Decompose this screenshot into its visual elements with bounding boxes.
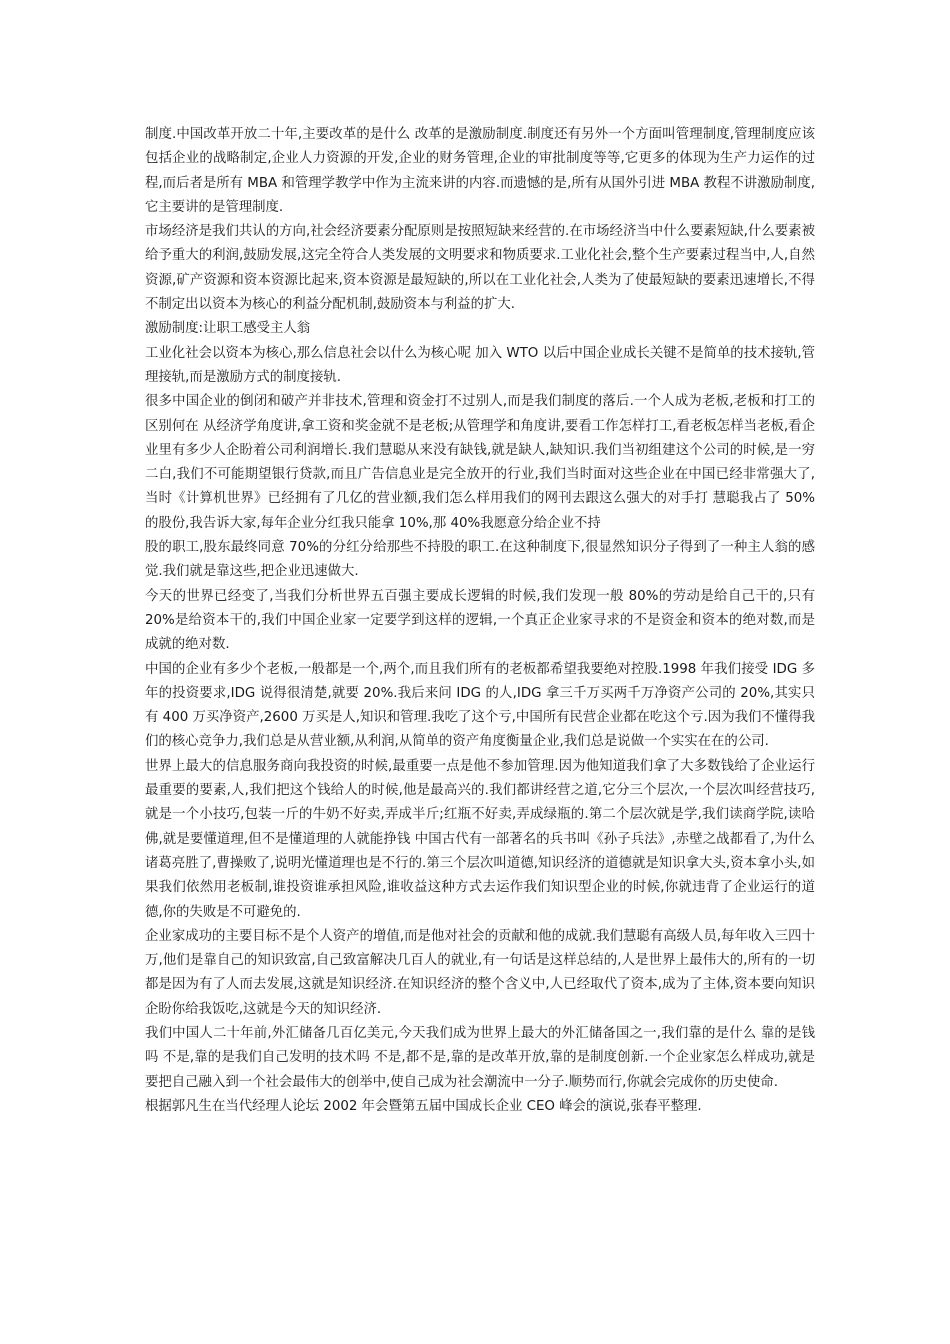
document-body — [145, 123, 815, 1119]
paragraph-management-system: 制度.中国改革开放二十年,主要改革的是什么 改革的是激励制度.制度还有另外一个方面叫管理制度,管理制度应该包括企业的战略制定,企业人力资源的开发,企业的财务管理,企业的审批制度等等,它更多的体现为生产力运作的过程,而后者是所有 MBA 和管理学教学中作为主流来讲的内容.而遗憾的是,所有从国外引进 MBA 教程不讲激励制度,它主要讲的是管理制度. — [145, 127, 815, 215]
paragraph-employee-dividend: 股的职工,股东最终同意 70%的分红分给那些不持股的职工.在这种制度下,很显然知识分子得到了一种主人翁的感觉.我们就是靠这些,把企业迅速做大. — [145, 540, 815, 580]
paragraph-market-economy: 市场经济是我们共认的方向,社会经济要素分配原则是按照短缺来经营的.在市场经济当中什么要素短缺,什么要素被给予重大的利润,鼓励发展,这完全符合人类发展的文明要求和物质要求.工业化社会,整个生产要素过程当中,人,自然资源,矿产资源和资本资源比起来,资本资源是最短缺的,所以在工业化社会,人类为了使最短缺的要素迅速增长,不得不制定出以资本为核心的利益分配机制,鼓励资本与利益的扩大. — [145, 224, 815, 313]
paragraph-source-note: 根据郭凡生在当代经理人论坛 2002 年会暨第五届中国成长企业 CEO 峰会的演说,张春平整理. — [145, 1098, 702, 1114]
paragraph-entrepreneur-goal: 企业家成功的主要目标不是个人资产的增值,而是他对社会的贡献和他的成就.我们慧聪有高级人员,每年收入三四十万,他们是靠自己的知识致富,自己致富解决几百人的就业,有一句话是这样总结的,人是世界上最伟大的,所有的一切都是因为有了人而去发展,这就是知识经济.在知识经济的整个含义中,人已经取代了资本,成为了主体,资本要向知识企盼你给我饭吃,这就是今天的知识经济. — [145, 928, 815, 1017]
paragraph-business-levels: 世界上最大的信息服务商向我投资的时候,最重要一点是他不参加管理.因为他知道我们拿了大多数钱给了企业运行最重要的要素,人,我们把这个钱给人的时候,他是最高兴的.我们都讲经营之道,它分三个层次,一个层次叫经营技巧,就是一个小技巧,包装一斤的牛奶不好卖,弄成半斤;红瓶不好卖,弄成绿瓶的.第二个层次就是学,我们读商学院,读哈佛,就是要懂道理,但不是懂道理的人就能挣钱 中国古代有一部著名的兵书叫《孙子兵法》,赤壁之战都看了,为什么诸葛亮胜了,曹操败了,说明光懂道理也是不行的.第三个层次叫道德,知识经济的道德就是知识拿大头,资本拿小头,如果我们依然用老板制,谁投资谁承担风险,谁收益这种方式去运作我们知识型企业的时候,你就违背了企业运行的道德,你的失败是不可避免的. — [145, 758, 815, 920]
paragraph-idg-investment: 中国的企业有多少个老板,一般都是一个,两个,而且我们所有的老板都希望我要绝对控股.1998 年我们接受 IDG 多年的投资要求,IDG 说得很清楚,就要 20%.我后来问 IDG 的人,IDG 拿三千万买两千万净资产公司的 20%,其实只有 400 万买净资产,2600 万买是人,知识和管理.我吃了这个亏,中国所有民营企业都在吃这个亏.因为我们不懂得我们的核心竞争力,我们总是从营业额,从利润,从简单的资产角度衡量企业,我们总是说做一个实实在在的公司. — [145, 661, 815, 750]
paragraph-enterprise-failure: 很多中国企业的倒闭和破产并非技术,管理和资金打不过别人,而是我们制度的落后.一个人成为老板,老板和打工的区别何在 从经济学角度讲,拿工资和奖金就不是老板;从管理学和角度讲,要看工作怎样打工,看老板怎样当老板,看企业里有多少人企盼着公司利润增长.我们慧聪从来没有缺钱,就是缺人,缺知识.我们当初组建这个公司的时候,是一穷二白,我们不可能期望银行贷款,而且广告信息业是完全放开的行业,我们当时面对这些企业在中国已经非常强大了,当时《计算机世界》已经拥有了几亿的营业额,我们怎么样用我们的网刊去跟这么强大的对手打 慧聪我占了 50%的股份,我告诉大家,每年企业分红我只能拿 10%,那 40%我愿意分给企业不持 — [145, 394, 815, 531]
section-heading: 激励制度:让职工感受主人翁 — [145, 321, 311, 337]
paragraph-world-changed: 今天的世界已经变了,当我们分析世界五百强主要成长逻辑的时候,我们发现一般 80%的劳动是给自己干的,只有 20%是给资本干的,我们中国企业家一定要学到这样的逻辑,一个真正企业家寻求的不是资金和资本的绝对数,而是成就的绝对数. — [145, 588, 815, 653]
paragraph-foreign-reserves: 我们中国人二十年前,外汇储备几百亿美元,今天我们成为世界上最大的外汇储备国之一,我们靠的是什么 靠的是钱吗 不是,靠的是我们自己发明的技术吗 不是,都不是,靠的是改革开放,靠的是制度创新.一个企业家怎么样成功,就是要把自己融入到一个社会最伟大的创举中,使自己成为社会潮流中一分子.顺势而行,你就会完成你的历史使命. — [145, 1025, 815, 1090]
paragraph-information-society: 工业化社会以资本为核心,那么信息社会以什么为核心呢 加入 WTO 以后中国企业成长关键不是简单的技术接轨,管理接轨,而是激励方式的制度接轨. — [145, 345, 815, 385]
